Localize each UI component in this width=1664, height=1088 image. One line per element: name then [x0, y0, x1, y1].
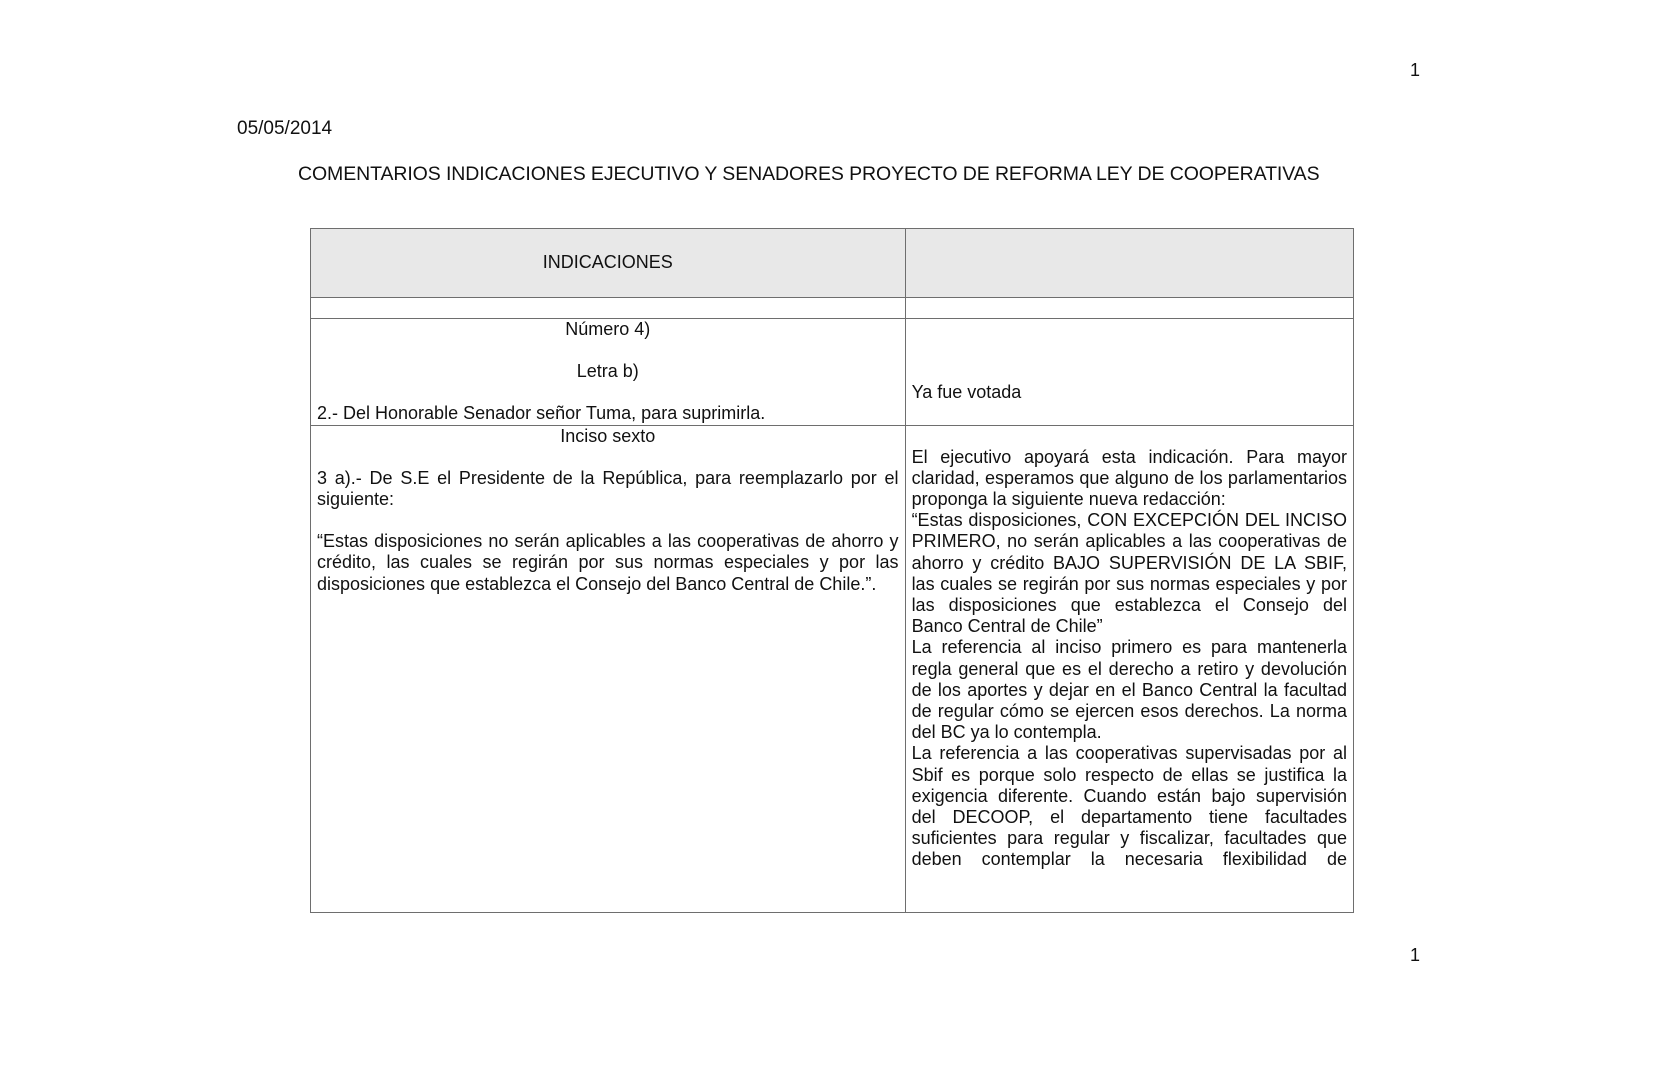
header-cell-indicaciones — [311, 229, 906, 298]
row2-comment-paragraph-4: La referencia a las cooperativas supervisadas por al Sbif es porque solo respecto de ellas se justifica la exigencia diferente. Cuando están bajo supervisión del DECOOP, el departamento tiene facultades suficientes para regular y fiscalizar, facultades que deben contemplar la necesaria flexibilidad de — [911, 743, 1347, 870]
row1-left-cell — [311, 319, 906, 426]
row1-right-cell — [905, 319, 1353, 426]
spacer-cell-right — [905, 298, 1353, 319]
row1-indicacion-text: 2.- Del Honorable Senador señor Tuma, para suprimirla. — [317, 403, 766, 424]
document-title: COMENTARIOS INDICACIONES EJECUTIVO Y SENADORES PROYECTO DE REFORMA LEY DE COOPERATIVAS — [298, 163, 1320, 185]
row2-comment-paragraph-3: La referencia al inciso primero es para mantenerla regla general que es el derecho a retiro y devolución de los aportes y dejar en el Banco Central la facultad de regular cómo se ejercen esos derechos. La norma del BC ya lo contempla. — [911, 637, 1347, 743]
row1-numero-heading: Número 4) — [565, 319, 651, 339]
row2-inciso-heading: Inciso sexto — [560, 425, 656, 446]
row2-right-cell — [905, 425, 1353, 912]
indicaciones-table — [310, 228, 1354, 913]
row1-comment-text: Ya fue votada — [911, 382, 1022, 402]
document-date: 05/05/2014 — [237, 118, 333, 139]
table-spacer-row — [311, 298, 1354, 319]
page-number-top: 1 — [1410, 60, 1421, 80]
row2-comment-paragraph-2: “Estas disposiciones, CON EXCEPCIÓN DEL INCISO PRIMERO, no serán aplicables a las cooperativas de ahorro y crédito BAJO SUPERVISIÓN DE LA SBIF, las cuales se regirán por sus normas especiales y por las disposiciones que establezca el Consejo del Banco Central de Chile” — [911, 510, 1347, 637]
table-header-row — [311, 229, 1354, 298]
row1-letra-heading: Letra b) — [576, 361, 639, 382]
page-number-bottom: 1 — [1410, 945, 1421, 965]
spacer-cell-left — [311, 298, 906, 319]
table-row — [311, 425, 1354, 912]
row2-comment-paragraph-1: El ejecutivo apoyará esta indicación. Para mayor claridad, esperamos que alguno de los parlamentarios proponga la siguiente nueva redacción: — [911, 446, 1347, 510]
table-row — [311, 319, 1354, 426]
row2-left-cell — [311, 425, 906, 912]
row2-indicacion-intro: 3 a).- De S.E el Presidente de la República, para reemplazarlo por el siguiente: — [317, 467, 899, 510]
header-label-indicaciones: INDICACIONES — [542, 252, 673, 273]
row2-indicacion-quote: “Estas disposiciones no serán aplicables a las cooperativas de ahorro y crédito, las cuales se regirán por sus normas especiales y por las disposiciones que establezca el Consejo del Banco Central de Chile.”. — [317, 531, 899, 594]
header-cell-comments — [905, 229, 1353, 298]
